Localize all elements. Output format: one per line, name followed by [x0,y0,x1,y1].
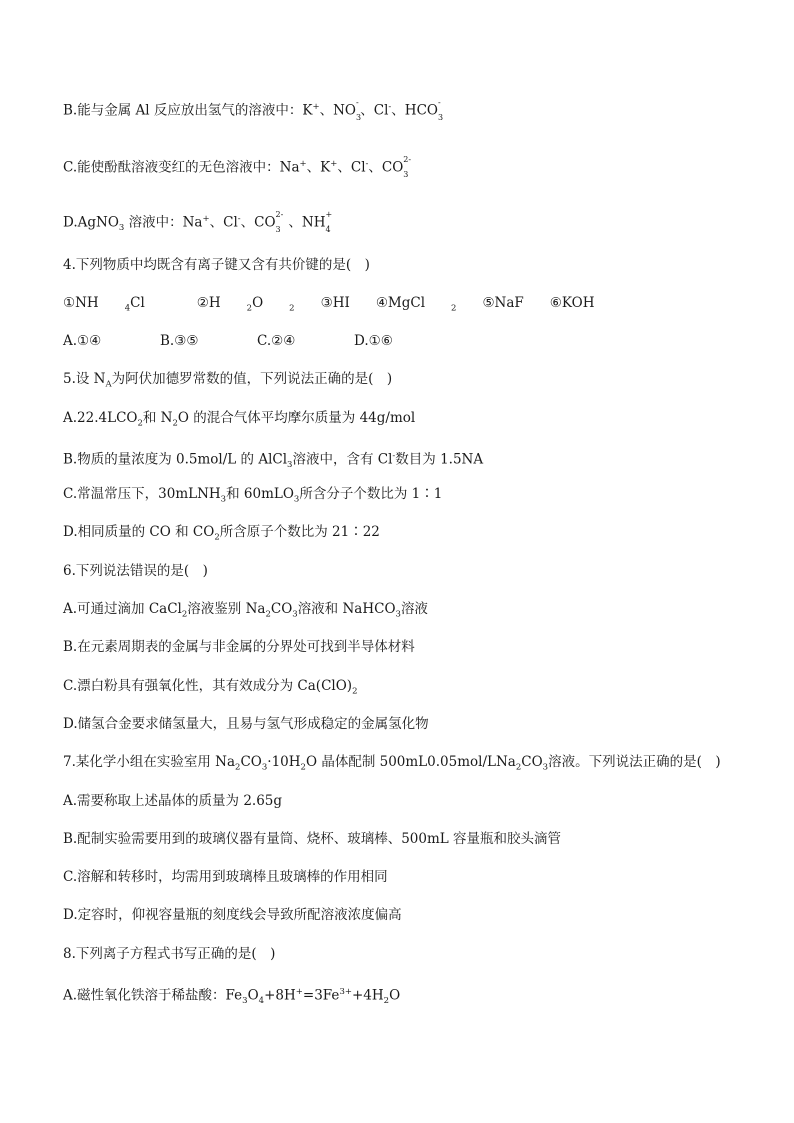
q6-option-b: B.在元素周期表的金属与非金属的分界处可找到半导体材料 [63,639,415,655]
q7-stem: 7.某化学小组在实验室用 $Na_2CO_3\cdot 10H_2O$ 晶体配制 $500mL0.05mol/LNa_2CO_3$溶液。下列说法正确的是( ) [63,754,721,773]
q5-option-b: B.物质的量浓度为 0.5mol/L 的 AlCl$_3$溶液中，含有 Cl-数目为 1.5NA [63,451,484,471]
q4-choice-a: A.①④ [63,333,102,349]
q5-option-a: $A.22.4LCO_2$和 $N_2O$ 的混合气体平均摩尔质量为 44g/mol [63,410,416,429]
q4-substances [63,294,764,318]
q5-stem: 5.设 $N_A$为阿伏加德罗常数的值，下列说法正确的是( ) [63,371,393,390]
q6-option-c: C.漂白粉具有强氧化性，其有效成分为 $Ca(ClO)_2$ [63,678,358,697]
q3-option-b: B.能与金属 Al 反应放出氢气的溶液中：K+、NO - 3 、Cl-、HCO - 3 [63,97,444,122]
q6-option-a: A.可通过滴加 CaCl$_2$溶液鉴别 $Na_2CO_3$溶液和 NaHCO$_3$溶液 [63,601,428,620]
q5-option-d: D.相同质量的 CO 和 $CO_2$所含原子个数比为 21∶22 [63,524,380,543]
q3-option-c: C.能使酚酞溶液变红的无色溶液中：Na+、K+、Cl-、CO 2- 3 [63,154,412,179]
q6-stem: 6.下列说法错误的是( ) [63,563,208,579]
q4-choice-b: B.③⑤ [160,333,199,349]
substance-5: ⑤NaF [482,295,524,311]
substance-3: ③HI [320,295,350,311]
q7-option-d: D.定容时，仰视容量瓶的刻度线会导致所配溶液浓度偏高 [63,907,402,923]
q5-option-c: C.常温常压下，30mLNH$_3$和 60mLO$_3$所含分子个数比为 1∶1 [63,486,443,505]
q6-option-d: D.储氢合金要求储氢量大，且易与氢气形成稳定的金属氢化物 [63,716,429,732]
q7-option-c: C.溶解和转移时，均需用到玻璃棒且玻璃棒的作用相同 [63,869,388,885]
q4-stem: 4.下列物质中均既含有离子键又含有共价键的是( ) [63,257,370,273]
q4-choices [63,332,764,350]
substance-6: ⑥KOH [549,295,595,311]
q8-stem: 8.下列离子方程式书写正确的是( ) [63,946,276,962]
q4-choice-c: C.②④ [257,333,296,349]
substance-2: ②H $_2$O $_2$ [196,295,295,314]
q7-option-a: A.需要称取上述晶体的质量为 2.65g [63,793,283,809]
q8-option-a: A.磁性氧化铁溶于稀盐酸：$Fe_3O_4+8H^+=3Fe^{3+}+4H_2O$ [63,987,401,1007]
substance-1: ①NH $_4$Cl [63,295,145,314]
q4-choice-d: D.①⑥ [354,333,393,349]
q7-option-b: B.配制实验需要用到的玻璃仪器有量筒、烧杯、玻璃棒、500mL 容量瓶和胶头滴管 [63,831,562,847]
substance-4: ④MgCl $_2$ [375,295,457,314]
q3-option-d: D.AgNO$_3$ 溶液中：Na+、Cl-、CO 2- 3 、NH + 4 [63,209,333,234]
